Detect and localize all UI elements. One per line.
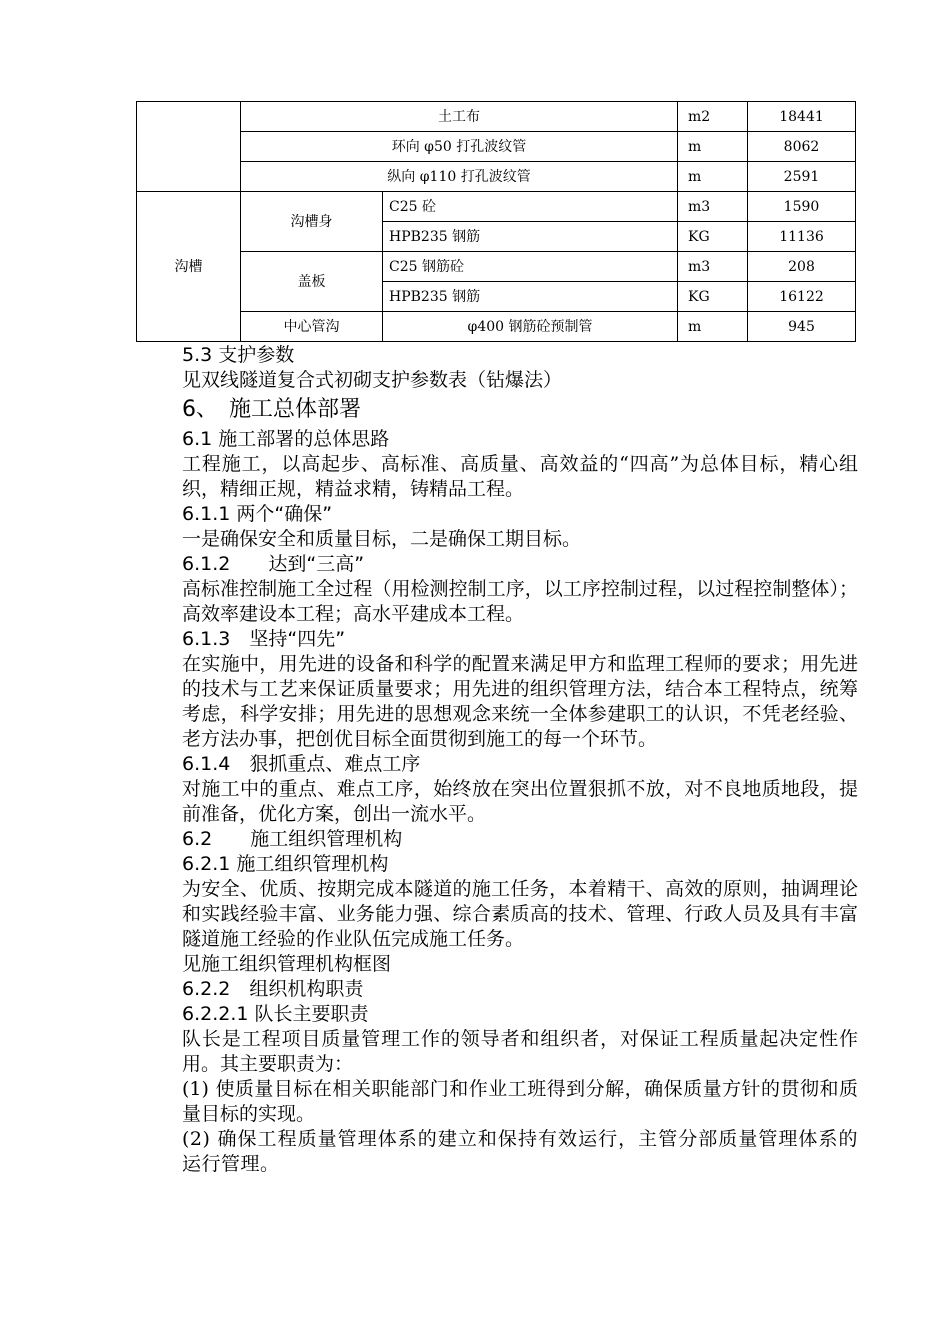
table-cell-unit: KG — [678, 282, 748, 312]
table-cell-qty: 8062 — [748, 132, 856, 162]
table-cell-unit: m — [678, 132, 748, 162]
chapter-heading: 6、 施工总体部署 — [182, 397, 361, 422]
table-row — [137, 132, 856, 162]
table-cell-unit: m2 — [678, 102, 748, 132]
list-item: (1) 使质量目标在相关职能部门和作业工班得到分解，确保质量方针的贯彻和质量目标的实现。 — [182, 1078, 858, 1125]
table-cell-unit: KG — [678, 222, 748, 252]
table-cell-qty: 1590 — [748, 192, 856, 222]
table-cell-item: 环向 φ50 打孔波纹管 — [241, 132, 678, 162]
table-cell-qty: 11136 — [748, 222, 856, 252]
table-cell-qty: 2591 — [748, 162, 856, 192]
table-cell-item: 纵向 φ110 打孔波纹管 — [241, 162, 678, 192]
paragraph: 工程施工，以高起步、高标准、高质量、高效益的“四高”为总体目标，精心组织，精细正规，精益求精，铸精品工程。 — [182, 453, 858, 500]
section-heading: 6.1.2 达到“三高” — [182, 553, 365, 575]
table-cell-item: C25 钢筋砼 — [383, 252, 678, 282]
paragraph: 队长是工程项目质量管理工作的领导者和组织者，对保证工程质量起决定性作用。其主要职责为： — [182, 1028, 858, 1075]
table-cell-category: 沟槽 — [137, 192, 241, 342]
table-cell-subcategory: 沟槽身 — [241, 192, 383, 252]
section-heading: 6.2.2.1 队长主要职责 — [182, 1003, 369, 1025]
table-cell-empty — [137, 102, 241, 192]
table-cell-subcategory: 中心管沟 — [241, 312, 383, 342]
paragraph: 见双线隧道复合式初砌支护参数表（钻爆法） — [182, 369, 563, 391]
section-heading: 6.2 施工组织管理机构 — [182, 828, 403, 850]
table-cell-subcategory: 盖板 — [241, 252, 383, 312]
quantity-table — [136, 101, 856, 342]
section-heading: 6.1.3 坚持“四先” — [182, 628, 346, 650]
table-cell-unit: m3 — [678, 252, 748, 282]
table-cell-item: HPB235 钢筋 — [383, 282, 678, 312]
section-heading: 5.3 支护参数 — [182, 344, 295, 366]
table-cell-unit: m — [678, 312, 748, 342]
table-row — [137, 102, 856, 132]
document-body — [138, 343, 858, 1177]
section-heading: 6.2.2 组织机构职责 — [182, 978, 364, 1000]
table-row — [137, 162, 856, 192]
section-heading: 6.1.1 两个“确保” — [182, 503, 333, 525]
table-cell-qty: 16122 — [748, 282, 856, 312]
table-cell-item: C25 砼 — [383, 192, 678, 222]
paragraph: 为安全、优质、按期完成本隧道的施工任务，本着精干、高效的原则，抽调理论和实践经验丰富、业务能力强、综合素质高的技术、管理、行政人员及具有丰富隧道施工经验的作业队伍完成施工任务。 — [182, 878, 858, 950]
paragraph: 在实施中，用先进的设备和科学的配置来满足甲方和监理工程师的要求；用先进的技术与工艺来保证质量要求；用先进的组织管理方法，结合本工程特点，统筹考虑，科学安排；用先进的思想观念来统一全体参建职工的认识，不凭老经验、老方法办事，把创优目标全面贯彻到施工的每一个环节。 — [182, 653, 858, 750]
table-row — [137, 312, 856, 342]
table-cell-qty: 208 — [748, 252, 856, 282]
table-cell-unit: m — [678, 162, 748, 192]
section-heading: 6.1 施工部署的总体思路 — [182, 428, 390, 450]
table-cell-item: 土工布 — [241, 102, 678, 132]
table-cell-unit: m3 — [678, 192, 748, 222]
paragraph: 高标准控制施工全过程（用检测控制工序，以工序控制过程，以过程控制整体）；高效率建设本工程；高水平建成本工程。 — [182, 578, 858, 625]
table-cell-qty: 18441 — [748, 102, 856, 132]
paragraph: 一是确保安全和质量目标，二是确保工期目标。 — [182, 528, 582, 550]
section-heading: 6.2.1 施工组织管理机构 — [182, 853, 389, 875]
table-cell-item: HPB235 钢筋 — [383, 222, 678, 252]
list-item: (2) 确保工程质量管理体系的建立和保持有效运行，主管分部质量管理体系的运行管理。 — [182, 1128, 858, 1175]
table-row — [137, 252, 856, 282]
table-cell-qty: 945 — [748, 312, 856, 342]
table-cell-item: φ400 钢筋砼预制管 — [383, 312, 678, 342]
table-row — [137, 192, 856, 222]
paragraph: 见施工组织管理机构框图 — [182, 953, 392, 975]
paragraph: 对施工中的重点、难点工序，始终放在突出位置狠抓不放，对不良地质地段，提前准备，优化方案，创出一流水平。 — [182, 778, 858, 825]
section-heading: 6.1.4 狠抓重点、难点工序 — [182, 753, 421, 775]
